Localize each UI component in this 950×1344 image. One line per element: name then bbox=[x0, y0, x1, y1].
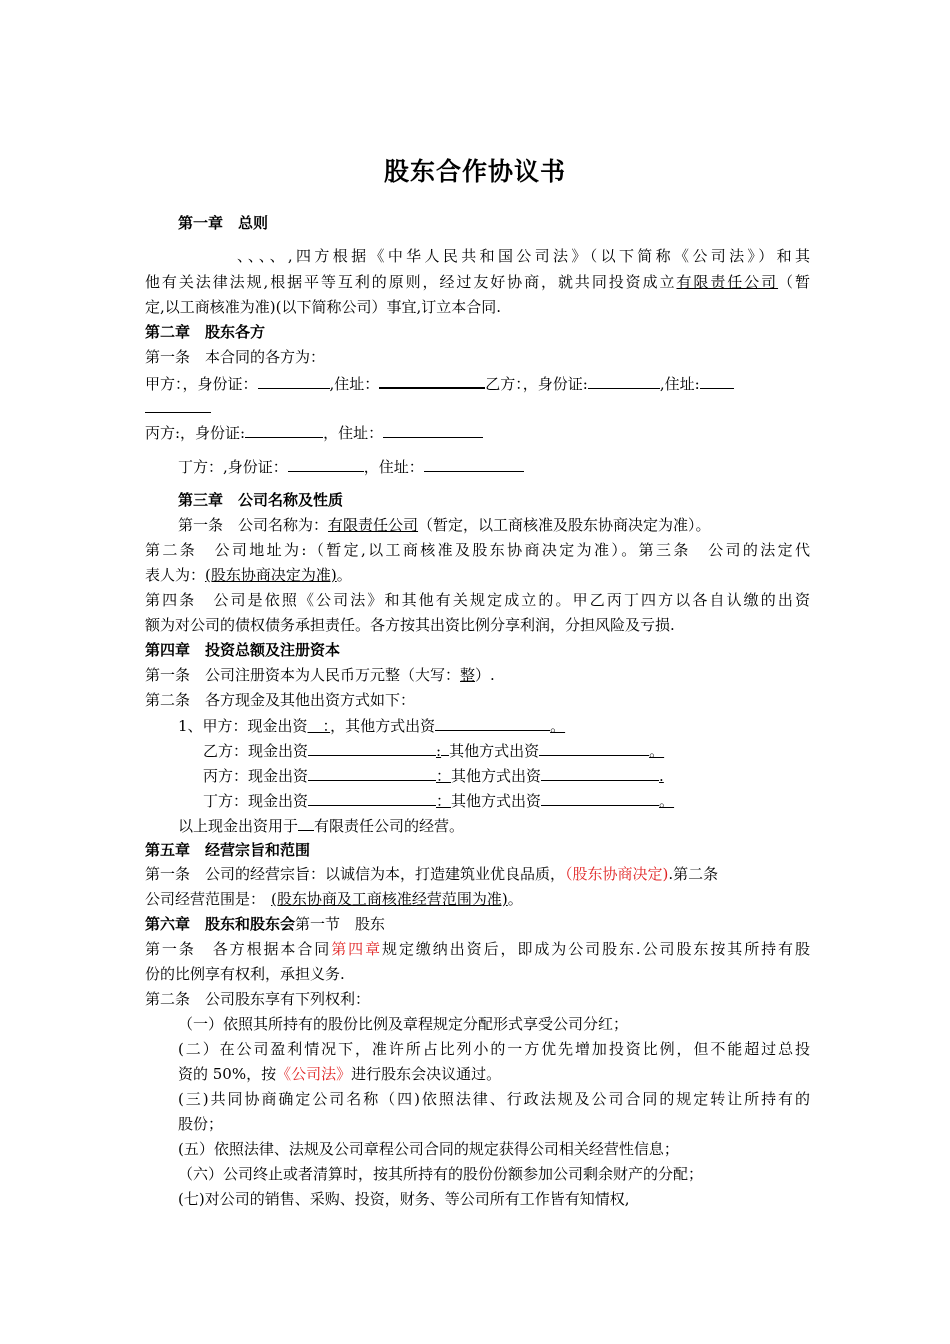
chapter-4-heading: 第四章 投资总额及注册资本 bbox=[145, 641, 341, 659]
chapter-1-paragraph-line-1: 、、、、,四方根据《中华人民共和国公司法》（以下简称《公司法》）和其 bbox=[237, 247, 810, 265]
ding-address-blank bbox=[424, 454, 524, 472]
company-name-placeholder: 有限责任公司 bbox=[676, 273, 779, 291]
party-jia-yi-line: 甲方：，身份证： ,住址： 乙方：，身份证: ,住址: bbox=[145, 370, 810, 397]
ding-id-blank bbox=[288, 454, 364, 472]
yi-id-blank bbox=[588, 371, 660, 389]
chapter-2-heading: 第二章 股东各方 bbox=[145, 323, 266, 341]
chapter-4-article-1: 第一条 公司注册资本为人民币万元整（大写：整）. bbox=[145, 666, 495, 684]
right-2-line-2: 资的 50%，按《公司法》进行股东会决议通过。 bbox=[178, 1065, 502, 1083]
chapter-3-article-4-line-2: 额为对公司的债权债务承担责任。各方按其出资比例分享利润，分担风险及亏损. bbox=[145, 616, 675, 634]
investment-jia: 1、甲方：现金出资 ：，其他方式出资 。 bbox=[178, 713, 810, 739]
chapter-6-article-1-line-2: 份的比例享有权利，承担义务. bbox=[145, 965, 345, 983]
yi-address-blank bbox=[700, 371, 734, 389]
chapter-5-article-1: 第一条 公司的经营宗旨：以诚信为本，打造建筑业优良品质，（股东协商决定).第二条 bbox=[145, 865, 719, 883]
chapter-3-heading: 第三章 公司名称及性质 bbox=[178, 491, 344, 509]
right-6: （六）公司终止或者清算时，按其所持有的股份份额参加公司剩余财产的分配； bbox=[178, 1165, 704, 1183]
party-ding-line: 丁方：,身份证： ，住址： bbox=[178, 454, 810, 480]
chapter-5-heading: 第五章 经营宗旨和范围 bbox=[145, 841, 311, 859]
jia-id-blank bbox=[258, 371, 330, 389]
chapter-2-article-1: 第一条 本合同的各方为： bbox=[145, 348, 326, 366]
chapter-1-heading: 第一章 总则 bbox=[178, 214, 269, 232]
right-7: (七)对公司的销售、采购、投资，财务、等公司所有工作皆有知情权, bbox=[178, 1190, 630, 1208]
chapter-4-article-2: 第二条 各方现金及其他出资方式如下： bbox=[145, 691, 416, 709]
party-bing-line: 丙方:，身份证: ，住址： bbox=[145, 420, 810, 446]
chapter-6-article-2: 第二条 公司股东享有下列权利： bbox=[145, 990, 371, 1008]
chapter-5-article-2: 公司经营范围是： (股东协商及工商核准经营范围为准)。 bbox=[145, 890, 523, 908]
jia-address-blank bbox=[379, 370, 485, 389]
chapter-3-article-4-line-1: 第四条 公司是依照《公司法》和其他有关规定成立的。甲乙丙丁四方以各自认缴的出资 bbox=[145, 591, 810, 609]
chapter-3-article-2-line-2: 表人为：(股东协商决定为准)。 bbox=[145, 566, 352, 584]
investment-bing: 丙方：现金出资 ：其他方式出资 . bbox=[203, 763, 810, 789]
chapter-6-heading: 第六章 股东和股东会 bbox=[145, 915, 296, 933]
chapter-3-article-2-line-1: 第二条 公司地址为:（暂定,以工商核准及股东协商决定为准）。第三条 公司的法定代 bbox=[145, 541, 810, 559]
chapter-3-article-1: 第一条 公司名称为：有限责任公司（暂定，以工商核准及股东协商决定为准）。 bbox=[178, 516, 711, 534]
document-title: 股东合作协议书 bbox=[383, 157, 566, 186]
bing-address-blank bbox=[383, 420, 483, 438]
right-3-line-1: (三)共同协商确定公司名称（四)依照法律、行政法规及公司合同的规定转让所持有的 bbox=[178, 1090, 810, 1108]
investment-yi: 乙方：现金出资 : 其他方式出资 。 bbox=[203, 738, 810, 764]
chapter-6-heading-line bbox=[145, 912, 810, 937]
right-2-line-1: (二）在公司盈利情况下，准许所占比列小的一方优先增加投资比例，但不能超过总投 bbox=[178, 1040, 810, 1058]
investment-usage: 以上现金出资用于 有限责任公司的经营。 bbox=[178, 813, 810, 839]
right-3-line-2: 股份； bbox=[178, 1115, 224, 1133]
chapter-1-paragraph-line-2: 他有关法律法规,根据平等互利的原则，经过友好协商，就共同投资成立有限责任公司（暂 bbox=[145, 273, 810, 291]
yi-address-blank-continued bbox=[145, 392, 211, 413]
bing-id-blank bbox=[245, 420, 323, 438]
right-5: (五）依照法律、法规及公司章程公司合同的规定获得公司相关经营性信息； bbox=[178, 1140, 679, 1158]
chapter-6-section-1: 第一节 股东 bbox=[295, 915, 386, 933]
investment-ding: 丁方：现金出资 ：其他方式出资 。 bbox=[203, 788, 810, 814]
chapter-1-paragraph-line-3: 定,以工商核准为准)(以下简称公司）事宜,订立本合同. bbox=[145, 298, 502, 316]
chapter-6-article-1-line-1: 第一条 各方根据本合同第四章规定缴纳出资后，即成为公司股东.公司股东按其所持有股 bbox=[145, 940, 810, 958]
right-1: （一）依照其所持有的股份比例及章程规定分配形式享受公司分红； bbox=[178, 1015, 629, 1033]
